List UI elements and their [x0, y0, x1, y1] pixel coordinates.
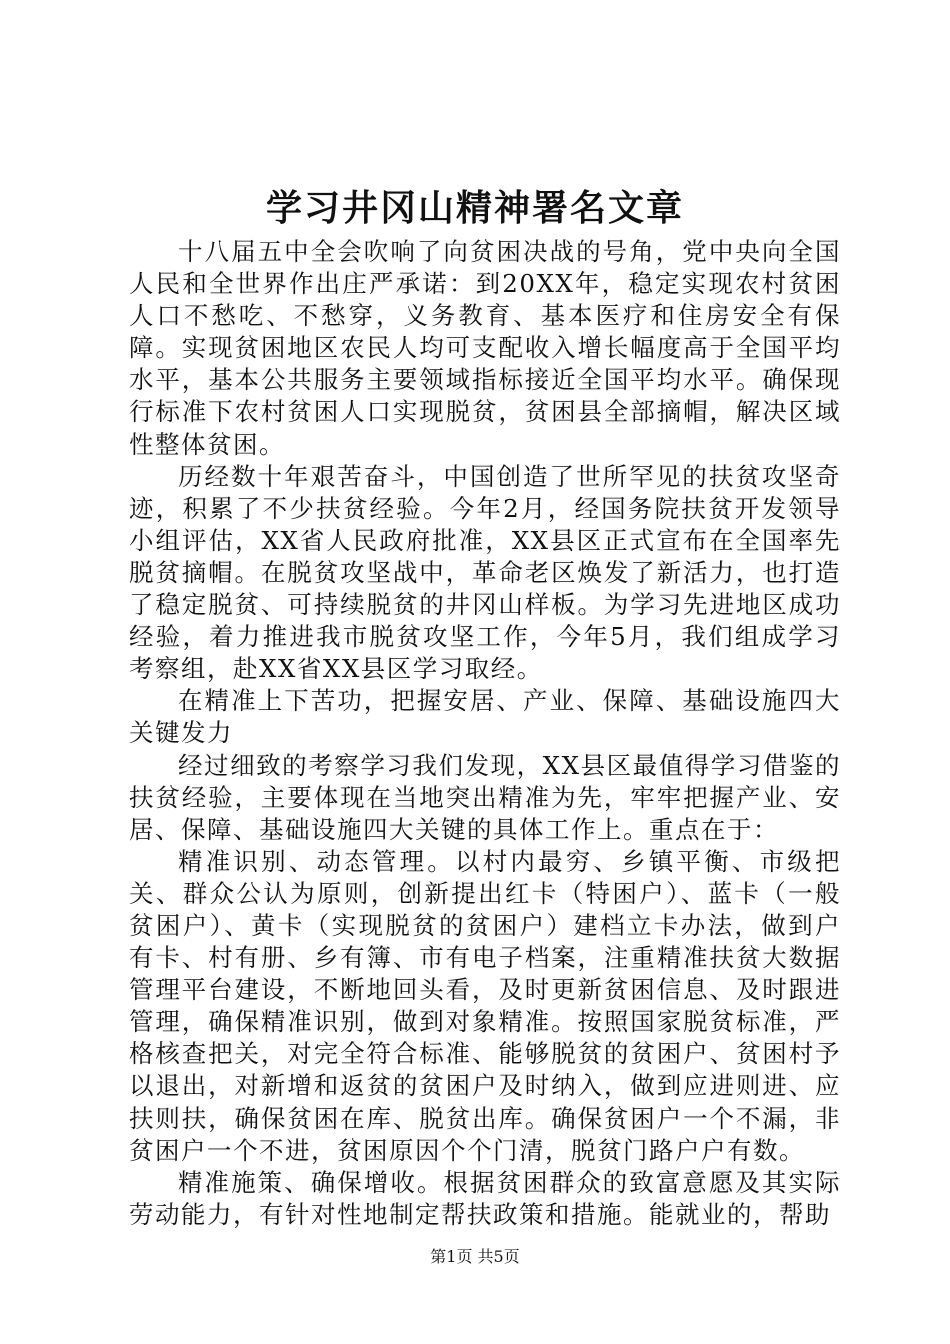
paragraph: 精准识别、动态管理。以村内最穷、乡镇平衡、市级把关、群众公认为原则，创新提出红卡（特困户）、蓝卡（一般贫困户）、黄卡（实现脱贫的贫困户）建档立卡办法，做到户有卡、村有册、乡有簿、市有电子档案，注重精准扶贫大数据管理平台建设，不断地回头看，及时更新贫困信息、及时跟进管理，确保精准识别，做到对象精准。按照国家脱贫标准，严格核查把关，对完全符合标准、能够脱贫的贫困户、贫困村予以退出，对新增和返贫的贫困户及时纳入，做到应进则进、应扶则扶，确保贫困在库、脱贫出库。确保贫困户一个不漏，非贫困户一个不进，贫困原因个个门清，脱贫门路户户有数。 — [129, 846, 841, 1165]
page-number-footer: 第1页 共5页 — [430, 1247, 520, 1266]
paragraph: 十八届五中全会吹响了向贫困决战的号角，党中央向全国人民和全世界作出庄严承诺：到20XX年，稳定实现农村贫困人口不愁吃、不愁穿，义务教育、基本医疗和住房安全有保障。实现贫困地区农民人均可支配收入增长幅度高于全国平均水平，基本公共服务主要领域指标接近全国平均水平。确保现行标准下农村贫困人口实现脱贫，贫困县全部摘帽，解决区域性整体贫困。 — [129, 237, 841, 459]
paragraph: 经过细致的考察学习我们发现，XX县区最值得学习借鉴的扶贫经验，主要体现在当地突出精准为先，牢牢把握产业、安居、保障、基础设施四大关键的具体工作上。重点在于： — [129, 750, 841, 844]
document-title: 学习井冈山精神署名文章 — [265, 187, 684, 229]
paragraph: 精准施策、确保增收。根据贫困群众的致富意愿及其实际劳动能力，有针对性地制定帮扶政策和措施。能就业的，帮助 — [129, 1167, 841, 1229]
section-heading: 在精准上下苦功，把握安居、产业、保障、基础设施四大关键发力 — [129, 686, 841, 748]
paragraph: 历经数十年艰苦奋斗，中国创造了世所罕见的扶贫攻坚奇迹，积累了不少扶贫经验。今年2月，经国务院扶贫开发领导小组评估，XX省人民政府批准，XX县区正式宣布在全国率先脱贫摘帽。在脱贫攻坚战中，革命老区焕发了新活力，也打造了稳定脱贫、可持续脱贫的井冈山样板。为学习先进地区成功经验，着力推进我市脱贫攻坚工作，今年5月，我们组成学习考察组，赴XX省XX县区学习取经。 — [129, 461, 841, 684]
document-body — [129, 236, 841, 1231]
